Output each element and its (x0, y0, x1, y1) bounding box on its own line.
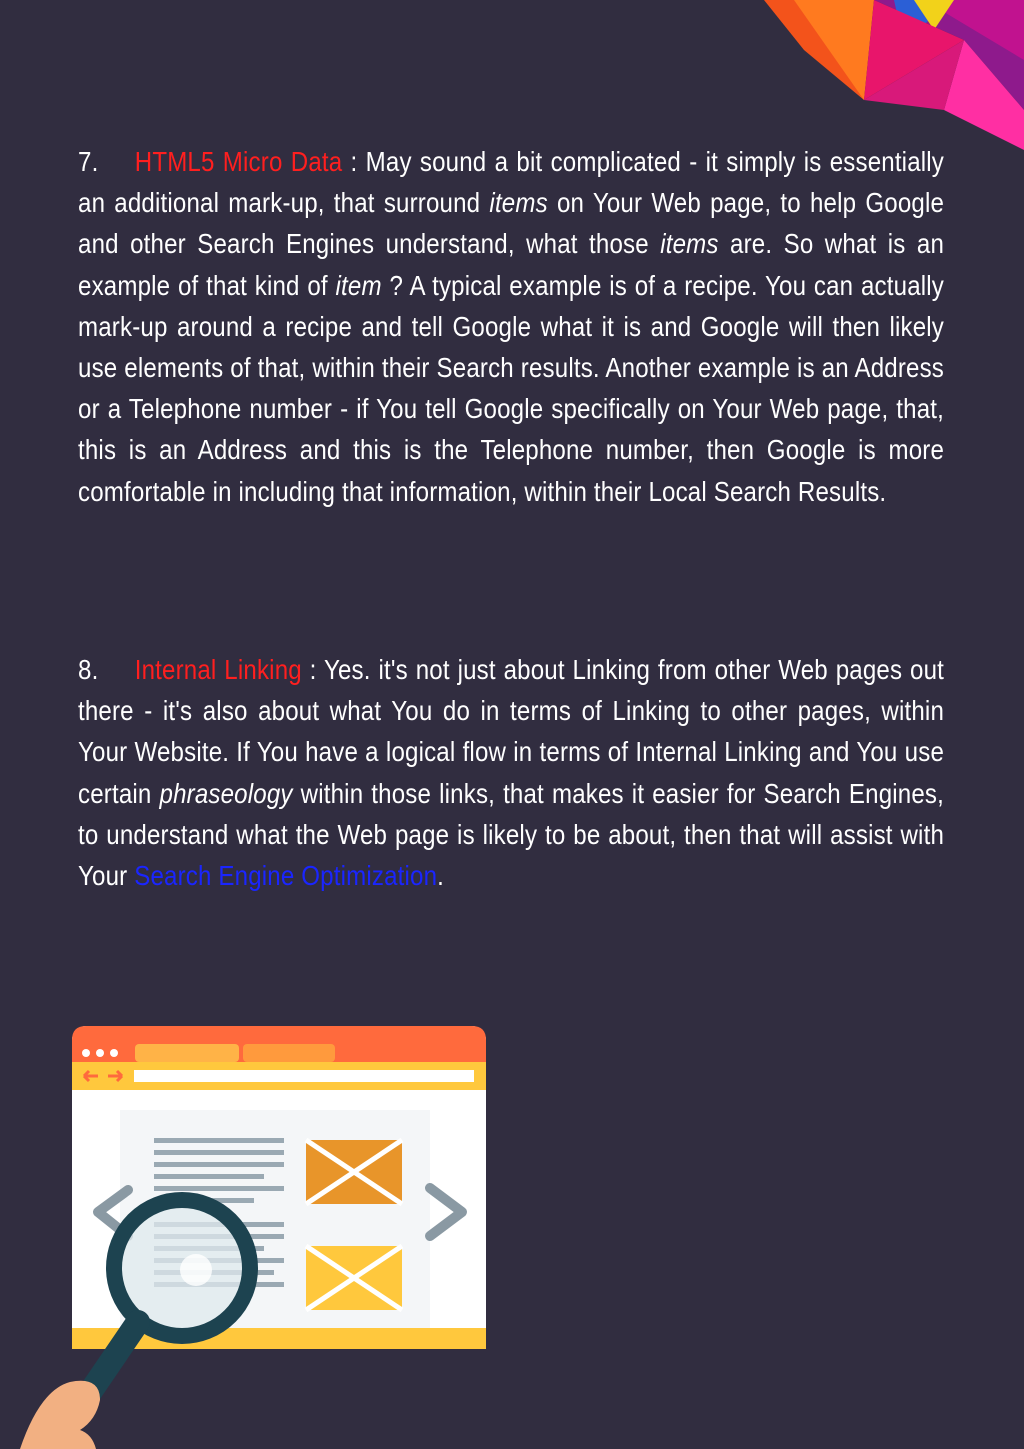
section-8-text-3: . (437, 860, 445, 892)
section-8-heading: Internal Linking (134, 654, 302, 685)
section-7-heading: HTML5 Micro Data (134, 146, 343, 177)
corner-decoration-icon (764, 0, 1024, 160)
section-7-text-3: are. So what is an example of that kind of (78, 228, 945, 301)
section-7-number: 7. (78, 146, 99, 177)
section-8-number: 8. (78, 654, 99, 685)
seo-link[interactable]: Search Engine Optimization (134, 860, 438, 892)
section-8-text-2: within those links, that makes it easier for Search Engines, to understand what the Web page is likely to be about, then that will assist with Your (78, 777, 945, 892)
section-8-text-1: : Yes. it's not just about Linking from other Web pages out there - it's also about what You do in terms of Linking to other pages, within Your Website. If You have a logical flow in terms of Internal Linking and You use certain (78, 654, 945, 809)
browser-magnifier-icon (0, 1010, 500, 1449)
section-7-text-1: : May sound a bit complicated - it simply is essentially an additional mark-up, that surround (78, 146, 945, 219)
section-7-emphasis-3: item (335, 269, 382, 301)
section-8-emphasis-1: phraseology (159, 777, 293, 809)
section-7-emphasis-1: items (489, 187, 548, 219)
section-7-text-2: on Your Web page, to help Google and other Search Engines understand, what those (78, 187, 945, 260)
section-7-paragraph (78, 141, 944, 512)
section-7-text-4: ? A typical example is of a recipe. You can actually mark-up around a recipe and tell Google what it is and Google will then likely use elements of that, within their Search results. Another example is an Address or a Telephone number - if You tell Google specifically on Your Web page, that, this is an Address and this is the Telephone number, then Google is more comfortable in including that information, within their Local Search Results. (78, 269, 945, 507)
section-7-emphasis-2: items (660, 228, 719, 260)
section-8-paragraph (78, 649, 944, 896)
